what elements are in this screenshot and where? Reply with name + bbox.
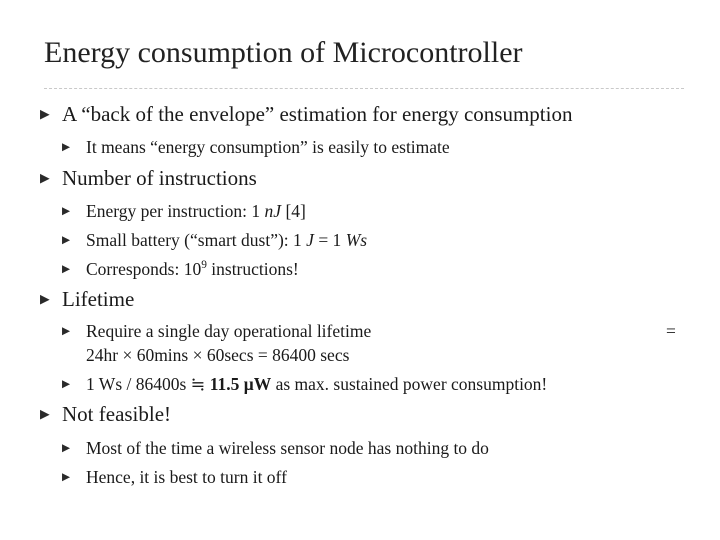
bullet-text: Hence, it is best to turn it off [86,467,287,487]
exponent: 9 [201,259,207,272]
title-divider [44,88,684,89]
bullet-estimation [40,102,572,127]
unit-nj: nJ [264,201,282,221]
unit-ws: Ws [345,230,368,250]
bullet-text: Not feasible! [62,402,172,426]
bullet-text: Number of instructions [62,166,257,190]
sub-bullet-turn-off [62,467,287,488]
bullet-text: Most of the time a wireless sensor node has nothing to do [86,438,489,458]
sub-bullet-nothing-to-do [62,438,489,459]
lifetime-calculation: 24hr × 60mins × 60secs = 86400 secs [86,345,350,365]
bullet-text: A “back of the envelope” estimation for energy consumption [62,102,573,126]
bullet-arrow-icon: ▶ [40,106,50,121]
bullet-text: as max. sustained power consumption! [271,374,548,394]
bullet-arrow-icon: ▶ [40,406,50,421]
bullet-instructions [40,166,257,191]
sub-bullet-power [62,374,547,395]
unit-j: J [306,230,314,250]
power-value: 11.5 μW [209,374,272,394]
bullet-arrow-icon: ▶ [62,379,71,391]
bullet-text: It means “energy consumption” is easily to estimate [86,137,450,157]
sub-bullet-corresponds [62,259,299,280]
bullet-text: Corresponds: 10 [86,259,202,279]
sub-bullet-single-day [62,321,371,342]
bullet-text: 1 Ws / 86400s ≒ [86,374,210,394]
bullet-arrow-icon: ▶ [62,206,71,218]
bullet-lifetime [40,287,134,312]
stray-equals-symbol: = [666,321,676,341]
bullet-arrow-icon: ▶ [62,326,71,338]
sub-bullet-energy-per-instruction [62,201,306,222]
bullet-arrow-icon: ▶ [40,291,50,306]
bullet-text: = 1 [313,230,346,250]
bullet-arrow-icon: ▶ [40,170,50,185]
bullet-arrow-icon: ▶ [62,264,71,276]
reference: [4] [281,201,306,221]
bullet-text: Small battery (“smart dust”): 1 [86,230,307,250]
sub-bullet-easy-estimate [62,137,450,158]
slide-title: Energy consumption of Microcontroller [44,36,523,69]
bullet-text: instructions! [206,259,299,279]
bullet-text: Require a single day operational lifetime [86,321,372,341]
bullet-arrow-icon: ▶ [62,472,71,484]
bullet-not-feasible [40,402,171,427]
bullet-arrow-icon: ▶ [62,142,71,154]
sub-bullet-small-battery [62,230,367,251]
bullet-arrow-icon: ▶ [62,443,71,455]
bullet-text: Energy per instruction: 1 [86,201,265,221]
bullet-text: Lifetime [62,287,135,311]
bullet-arrow-icon: ▶ [62,235,71,247]
